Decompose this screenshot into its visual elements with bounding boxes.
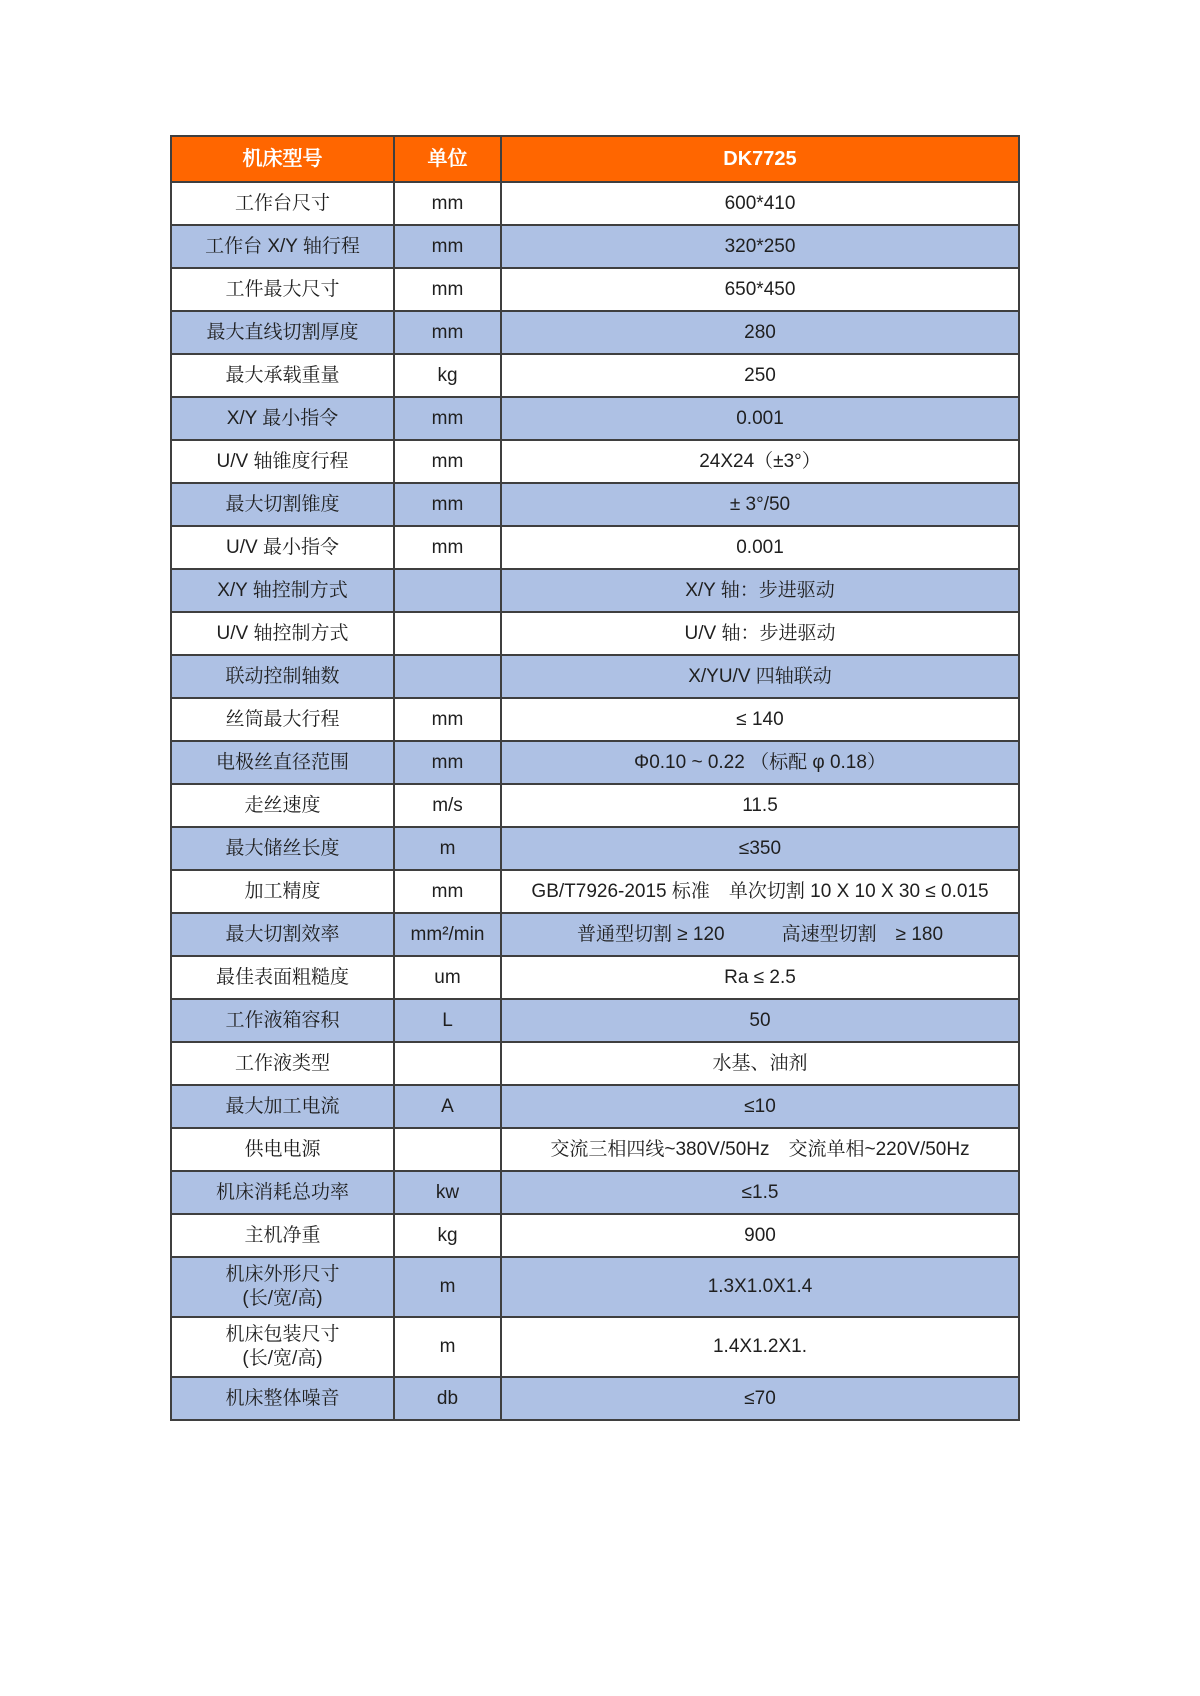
spec-unit-cell: L xyxy=(394,999,501,1042)
table-header-row xyxy=(171,136,1019,182)
spec-label-cell: 机床消耗总功率 xyxy=(171,1171,394,1214)
spec-value-cell: ≤350 xyxy=(501,827,1019,870)
spec-label-cell: X/Y 轴控制方式 xyxy=(171,569,394,612)
spec-label-cell: 最大直线切割厚度 xyxy=(171,311,394,354)
spec-label-cell: 最大承载重量 xyxy=(171,354,394,397)
spec-unit-cell xyxy=(394,1128,501,1171)
spec-unit-cell: mm xyxy=(394,870,501,913)
spec-value-cell: Φ0.10 ~ 0.22 （标配 φ 0.18） xyxy=(501,741,1019,784)
spec-value-cell: ≤ 140 xyxy=(501,698,1019,741)
table-row xyxy=(171,397,1019,440)
spec-value-cell: ≤70 xyxy=(501,1377,1019,1420)
spec-value-cell: 250 xyxy=(501,354,1019,397)
spec-label-cell: 最大切割效率 xyxy=(171,913,394,956)
table-row xyxy=(171,1214,1019,1257)
spec-label-cell: 工件最大尺寸 xyxy=(171,268,394,311)
table-row xyxy=(171,182,1019,225)
spec-unit-cell: mm xyxy=(394,225,501,268)
spec-unit-cell: mm xyxy=(394,483,501,526)
spec-unit-cell: db xyxy=(394,1377,501,1420)
spec-value-cell: ≤10 xyxy=(501,1085,1019,1128)
spec-value-cell: 280 xyxy=(501,311,1019,354)
spec-label-cell: 机床包装尺寸 (长/宽/高) xyxy=(171,1317,394,1377)
spec-unit-cell xyxy=(394,612,501,655)
table-row xyxy=(171,784,1019,827)
table-row xyxy=(171,225,1019,268)
header-cell-model-value: DK7725 xyxy=(501,136,1019,182)
spec-label-cell: 最大切割锥度 xyxy=(171,483,394,526)
spec-unit-cell: mm xyxy=(394,182,501,225)
spec-value-cell: 600*410 xyxy=(501,182,1019,225)
spec-value-cell: 50 xyxy=(501,999,1019,1042)
spec-value-cell: 水基、油剂 xyxy=(501,1042,1019,1085)
spec-unit-cell xyxy=(394,569,501,612)
table-row xyxy=(171,655,1019,698)
spec-label-cell: 走丝速度 xyxy=(171,784,394,827)
spec-label-cell: 联动控制轴数 xyxy=(171,655,394,698)
spec-value-cell: ≤1.5 xyxy=(501,1171,1019,1214)
spec-value-cell: 0.001 xyxy=(501,397,1019,440)
spec-label-cell: 供电电源 xyxy=(171,1128,394,1171)
spec-value-cell: 24X24（±3°） xyxy=(501,440,1019,483)
spec-value-cell: Ra ≤ 2.5 xyxy=(501,956,1019,999)
spec-unit-cell: mm xyxy=(394,741,501,784)
spec-unit-cell: mm xyxy=(394,526,501,569)
spec-label-cell: 主机净重 xyxy=(171,1214,394,1257)
spec-unit-cell: m xyxy=(394,827,501,870)
table-row xyxy=(171,999,1019,1042)
spec-unit-cell: mm xyxy=(394,698,501,741)
spec-unit-cell: mm xyxy=(394,440,501,483)
spec-value-cell: 900 xyxy=(501,1214,1019,1257)
spec-label-cell: 加工精度 xyxy=(171,870,394,913)
spec-value-cell: GB/T7926-2015 标准 单次切割 10 X 10 X 30 ≤ 0.015 xyxy=(501,870,1019,913)
table-row xyxy=(171,440,1019,483)
spec-label-cell: 电极丝直径范围 xyxy=(171,741,394,784)
spec-unit-cell: kg xyxy=(394,1214,501,1257)
spec-unit-cell: m/s xyxy=(394,784,501,827)
spec-value-cell: U/V 轴：步进驱动 xyxy=(501,612,1019,655)
table-row xyxy=(171,483,1019,526)
spec-value-cell: 普通型切割 ≥ 120 高速型切割 ≥ 180 xyxy=(501,913,1019,956)
spec-value-cell: ± 3°/50 xyxy=(501,483,1019,526)
table-row xyxy=(171,1257,1019,1317)
spec-label-cell: U/V 最小指令 xyxy=(171,526,394,569)
table-row xyxy=(171,1377,1019,1420)
table-row xyxy=(171,526,1019,569)
spec-label-cell: X/Y 最小指令 xyxy=(171,397,394,440)
table-row xyxy=(171,311,1019,354)
spec-label-cell: 最大加工电流 xyxy=(171,1085,394,1128)
spec-label-cell: U/V 轴锥度行程 xyxy=(171,440,394,483)
spec-label-cell: 机床整体噪音 xyxy=(171,1377,394,1420)
spec-value-cell: 0.001 xyxy=(501,526,1019,569)
header-cell-unit-label: 单位 xyxy=(394,136,501,182)
spec-unit-cell: m xyxy=(394,1257,501,1317)
spec-value-cell: 交流三相四线~380V/50Hz 交流单相~220V/50Hz xyxy=(501,1128,1019,1171)
table-row xyxy=(171,1171,1019,1214)
header-cell-model-label: 机床型号 xyxy=(171,136,394,182)
table-row xyxy=(171,698,1019,741)
table-row xyxy=(171,268,1019,311)
spec-label-cell: 最大储丝长度 xyxy=(171,827,394,870)
table-row xyxy=(171,870,1019,913)
spec-unit-cell: kg xyxy=(394,354,501,397)
spec-value-cell: X/YU/V 四轴联动 xyxy=(501,655,1019,698)
table-row xyxy=(171,1128,1019,1171)
table-row xyxy=(171,956,1019,999)
spec-unit-cell: m xyxy=(394,1317,501,1377)
spec-value-cell: 650*450 xyxy=(501,268,1019,311)
spec-value-cell: 11.5 xyxy=(501,784,1019,827)
spec-label-cell: 机床外形尺寸 (长/宽/高) xyxy=(171,1257,394,1317)
table-row xyxy=(171,1317,1019,1377)
spec-label-cell: 工作台尺寸 xyxy=(171,182,394,225)
spec-value-cell: X/Y 轴：步进驱动 xyxy=(501,569,1019,612)
spec-value-cell: 1.4X1.2X1. xyxy=(501,1317,1019,1377)
spec-unit-cell: kw xyxy=(394,1171,501,1214)
spec-unit-cell: mm xyxy=(394,311,501,354)
table-row xyxy=(171,827,1019,870)
spec-value-cell: 320*250 xyxy=(501,225,1019,268)
spec-table xyxy=(170,135,1020,1421)
spec-label-cell: 工作液箱容积 xyxy=(171,999,394,1042)
table-row xyxy=(171,354,1019,397)
spec-label-cell: 丝筒最大行程 xyxy=(171,698,394,741)
table-row xyxy=(171,913,1019,956)
spec-unit-cell xyxy=(394,1042,501,1085)
spec-label-cell: 最佳表面粗糙度 xyxy=(171,956,394,999)
spec-label-cell: U/V 轴控制方式 xyxy=(171,612,394,655)
spec-unit-cell: mm xyxy=(394,268,501,311)
spec-unit-cell: um xyxy=(394,956,501,999)
spec-table-body xyxy=(171,182,1019,1420)
spec-unit-cell xyxy=(394,655,501,698)
spec-label-cell: 工作台 X/Y 轴行程 xyxy=(171,225,394,268)
spec-unit-cell: mm²/min xyxy=(394,913,501,956)
spec-value-cell: 1.3X1.0X1.4 xyxy=(501,1257,1019,1317)
table-row xyxy=(171,1042,1019,1085)
table-row xyxy=(171,741,1019,784)
spec-unit-cell: A xyxy=(394,1085,501,1128)
table-row xyxy=(171,1085,1019,1128)
spec-label-cell: 工作液类型 xyxy=(171,1042,394,1085)
table-row xyxy=(171,612,1019,655)
spec-unit-cell: mm xyxy=(394,397,501,440)
table-row xyxy=(171,569,1019,612)
